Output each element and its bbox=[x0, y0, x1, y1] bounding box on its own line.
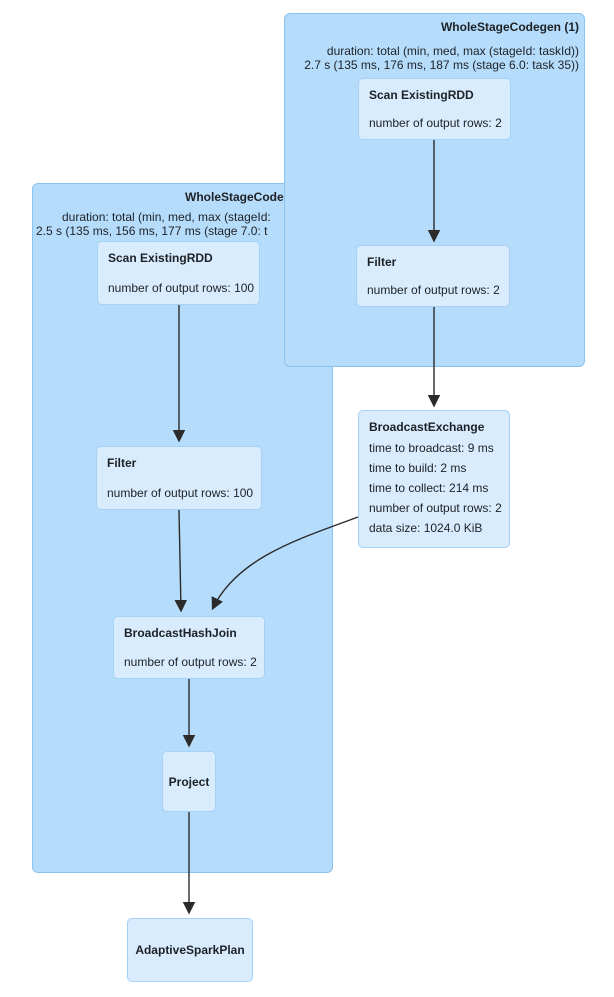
node-metrics bbox=[369, 438, 502, 538]
node-title: Project bbox=[168, 774, 210, 789]
cluster-duration-label: duration: total (min, med, max (stageId: taskId)) bbox=[326, 44, 579, 58]
node-adaptivesparkplan bbox=[127, 918, 253, 982]
node-title: AdaptiveSparkPlan bbox=[135, 943, 245, 957]
cluster-title: WholeStageCode bbox=[185, 190, 284, 204]
metric: data size: 1024.0 KiB bbox=[369, 521, 483, 535]
node-title: BroadcastHashJoin bbox=[124, 626, 237, 640]
node-metrics bbox=[107, 486, 254, 500]
cluster-duration-value: 2.7 s (135 ms, 176 ms, 187 ms (stage 6.0: task 35)) bbox=[304, 58, 579, 72]
cluster-header bbox=[304, 20, 579, 72]
metric: number of output rows: 2 bbox=[369, 501, 502, 515]
node-filter-1 bbox=[356, 245, 510, 307]
node-scan-existingrdd-2 bbox=[97, 241, 260, 305]
node-title: Filter bbox=[107, 456, 137, 470]
metric: time to build: 2 ms bbox=[369, 461, 467, 475]
node-scan-existingrdd-1 bbox=[358, 78, 511, 140]
node-title: BroadcastExchange bbox=[369, 420, 485, 434]
node-broadcastexchange bbox=[358, 410, 510, 548]
node-metrics bbox=[369, 116, 500, 130]
cluster-duration-value: 2.5 s (135 ms, 156 ms, 177 ms (stage 7.0: t bbox=[36, 224, 268, 238]
node-metrics bbox=[367, 283, 499, 297]
cluster-duration-label: duration: total (min, med, max (stageId: bbox=[62, 210, 271, 224]
node-broadcasthashjoin bbox=[113, 616, 265, 679]
metric: number of output rows: 2 bbox=[367, 283, 500, 297]
node-title: Scan ExistingRDD bbox=[369, 88, 474, 102]
node-metrics bbox=[124, 655, 257, 669]
node-title: Scan ExistingRDD bbox=[108, 251, 213, 265]
node-metrics bbox=[108, 281, 255, 295]
cluster-title: WholeStageCodegen (1) bbox=[440, 20, 579, 34]
metric: time to broadcast: 9 ms bbox=[369, 441, 494, 455]
metric: time to collect: 214 ms bbox=[369, 481, 489, 495]
metric: number of output rows: 100 bbox=[107, 486, 254, 500]
node-filter-2 bbox=[96, 446, 262, 510]
node-project bbox=[162, 751, 216, 812]
cluster-wholestagecodegen-1 bbox=[284, 13, 585, 367]
node-title: Filter bbox=[367, 255, 397, 269]
metric: number of output rows: 2 bbox=[369, 116, 502, 130]
metric: number of output rows: 100 bbox=[108, 281, 255, 295]
metric: number of output rows: 2 bbox=[124, 655, 257, 669]
